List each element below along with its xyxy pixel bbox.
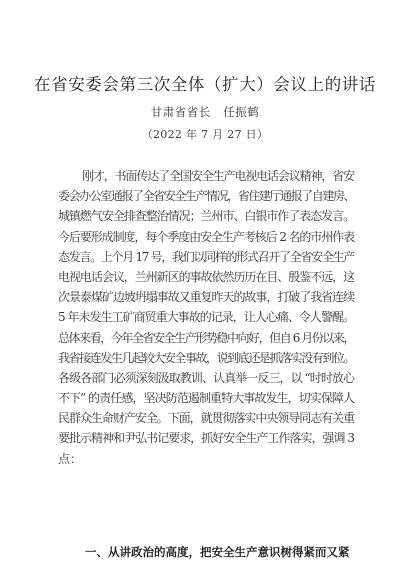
document-title: 在省安委会第三次全体（扩大）会议上的讲话 xyxy=(34,75,376,94)
document-date: （2022 年 7 月 27 日） xyxy=(141,128,269,141)
body-line: 态发言。上个月 17 号，我们以同样的形式召开了全省安全生产 xyxy=(58,249,354,264)
body-line: 电视电话会议，兰州新区的事故依然历历在目、殷鉴不远，这 xyxy=(58,269,354,284)
body-line: 我省接连发生几起较大安全事故，说到底还是抓落实没有到位。 xyxy=(58,350,354,365)
body-line: 次景泰煤矿边坡坍塌事故又重复昨天的故事，打破了我省连续 xyxy=(58,290,354,305)
body-line: 城镇燃气安全排查整治情况；兰州市、白银市作了表态发言。 xyxy=(58,209,354,224)
body-line: 总体来看，今年全省安全生产形势稳中向好，但自 6 月份以来， xyxy=(58,330,354,345)
body-line: 刚才，书面传达了全国安全生产电视电话会议精神，省安 xyxy=(82,169,354,183)
document-body xyxy=(58,166,354,469)
body-line: 点： xyxy=(58,451,83,466)
section-heading: 一、从讲政治的高度，把安全生产意识树得紧而又紧 xyxy=(85,545,350,559)
body-line: 委会办公室通报了全省安全生产情况，省住建厅通报了自建房、 xyxy=(58,189,354,204)
document-author: 甘肃省省长 任振鹤 xyxy=(150,105,260,119)
body-line: 不下” 的责任感，坚决防范遏制重特大事故发生，切实保障人 xyxy=(58,391,354,406)
body-line: 各级各部门必须深刻汲取教训、认真举一反三，以 “时时放心 xyxy=(58,370,354,385)
body-line: 民群众生命财产安全。下面，就贯彻落实中央领导同志有关重 xyxy=(58,411,354,426)
body-line: 要批示精神和尹弘书记要求，抓好安全生产工作落实，强调 3 xyxy=(58,431,354,446)
body-line: 5 年未发生工矿商贸重大事故的记录，让人心痛、令人警醒。 xyxy=(58,310,354,325)
body-line: 今后要形成制度，每个季度由安全生产考核后 2 名的市州作表 xyxy=(58,229,354,244)
